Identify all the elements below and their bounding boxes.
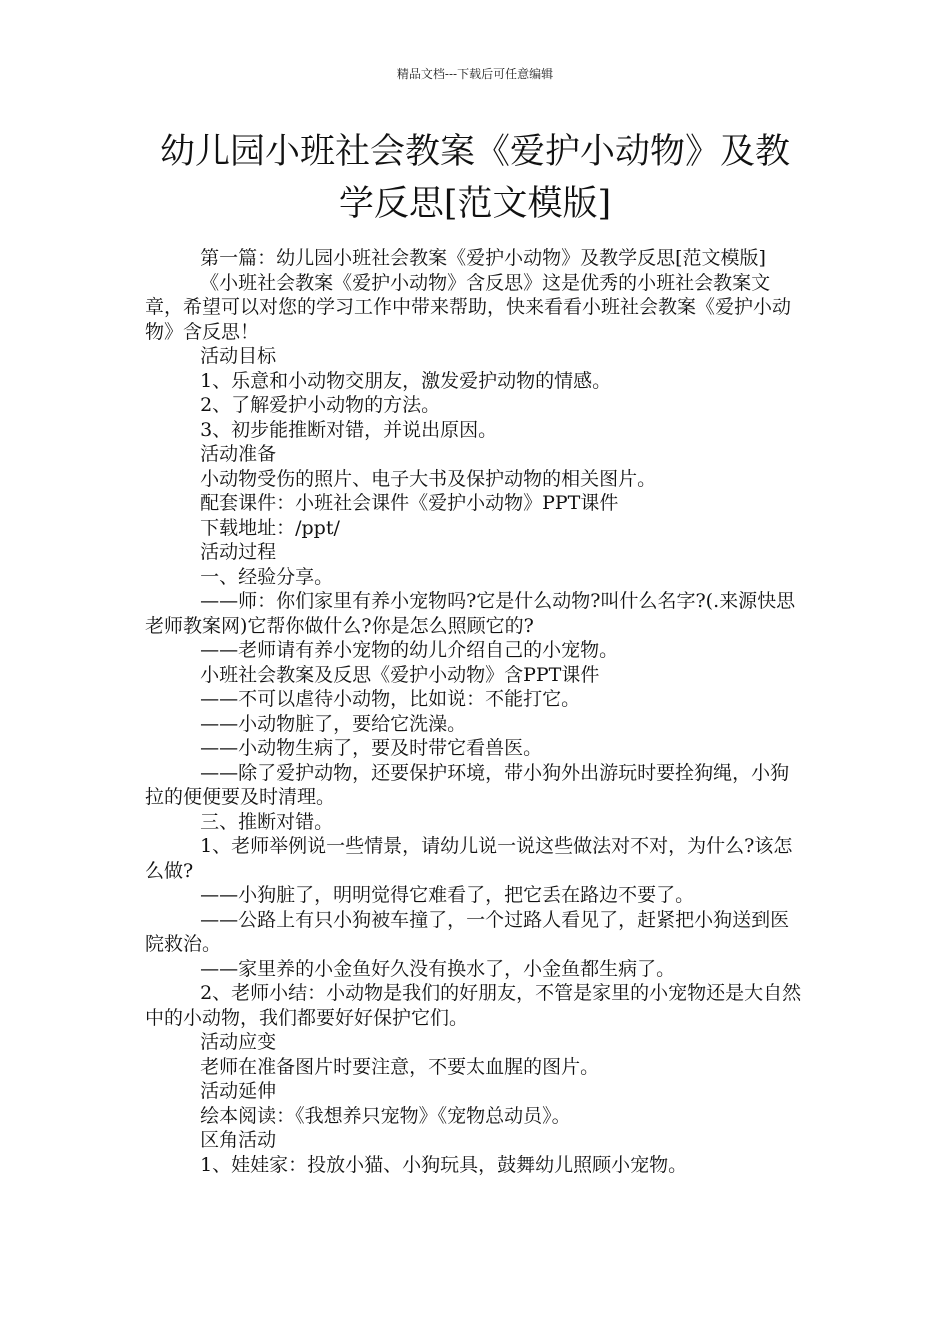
list-item: 1、乐意和小动物交朋友，激发爱护动物的情感。 bbox=[200, 369, 612, 392]
paragraph: ——公路上有只小狗被车撞了，一个过路人看见了，赶紧把小狗送到医院救治。 bbox=[145, 908, 790, 955]
header-note: 精品文档---下载后可任意编辑 bbox=[396, 67, 554, 81]
paragraph: ——师：你们家里有养小宠物吗?它是什么动物?叫什么名字?(.来源快思老师教案网)它帮你做什么?你是怎么照顾它的? bbox=[145, 590, 796, 637]
paragraph: ——老师请有养小宠物的幼儿介绍自己的小宠物。 bbox=[200, 639, 619, 661]
paragraph: 第一篇：幼儿园小班社会教案《爱护小动物》及教学反思[范文模版] bbox=[200, 247, 766, 269]
section-heading: 活动准备 bbox=[200, 443, 277, 465]
section-heading: 活动应变 bbox=[200, 1031, 277, 1053]
document-body bbox=[145, 246, 807, 1177]
paragraph: 小班社会教案及反思《爱护小动物》含PPT课件 bbox=[200, 663, 600, 686]
paragraph: 一、经验分享。 bbox=[200, 565, 334, 588]
paragraph: ——不可以虐待小动物，比如说：不能打它。 bbox=[200, 688, 581, 710]
paragraph: 2、老师小结：小动物是我们的好朋友，不管是家里的小宠物还是大自然中的小动物，我们都要好好保护它们。 bbox=[145, 982, 802, 1029]
paragraph: 配套课件：小班社会课件《爱护小动物》PPT课件 bbox=[200, 492, 619, 514]
paragraph: 1、娃娃家：投放小猫、小狗玩具，鼓舞幼儿照顾小宠物。 bbox=[200, 1153, 688, 1176]
list-item: 3、初步能推断对错，并说出原因。 bbox=[200, 418, 498, 441]
paragraph: ——除了爱护动物，还要保护环境，带小狗外出游玩时要拴狗绳，小狗拉的便便要及时清理。 bbox=[145, 761, 790, 808]
paragraph: ——小动物脏了，要给它洗澡。 bbox=[200, 712, 467, 735]
paragraph: 绘本阅读：《我想养只宠物》《宠物总动员》。 bbox=[200, 1104, 571, 1127]
section-heading: 活动过程 bbox=[200, 541, 277, 563]
section-heading: 活动目标 bbox=[200, 345, 277, 367]
paragraph: ——小动物生病了，要及时带它看兽医。 bbox=[200, 737, 543, 759]
document-title: 幼儿园小班社会教案《爱护小动物》及教学反思[范文模版] bbox=[159, 132, 790, 224]
paragraph: 1、老师举例说一些情景，请幼儿说一说这些做法对不对，为什么?该怎么做? bbox=[145, 835, 793, 882]
list-item: 2、了解爱护小动物的方法。 bbox=[200, 394, 441, 416]
paragraph: 小动物受伤的照片、电子大书及保护动物的相关图片。 bbox=[200, 467, 657, 490]
paragraph: 《小班社会教案《爱护小动物》含反思》这是优秀的小班社会教案文章，希望可以对您的学习工作中带来帮助，快来看看小班社会教案《爱护小动物》含反思！ bbox=[145, 271, 792, 343]
paragraph: ——小狗脏了，明明觉得它难看了，把它丢在路边不要了。 bbox=[200, 884, 695, 906]
paragraph: 老师在准备图片时要注意，不要太血腥的图片。 bbox=[200, 1055, 600, 1078]
paragraph: ——家里养的小金鱼好久没有换水了，小金鱼都生病了。 bbox=[200, 957, 676, 980]
paragraph: 下载地址：/ppt/ bbox=[200, 516, 340, 539]
section-heading: 区角活动 bbox=[200, 1129, 277, 1151]
paragraph: 三、推断对错。 bbox=[200, 810, 334, 833]
section-heading: 活动延伸 bbox=[200, 1080, 277, 1102]
